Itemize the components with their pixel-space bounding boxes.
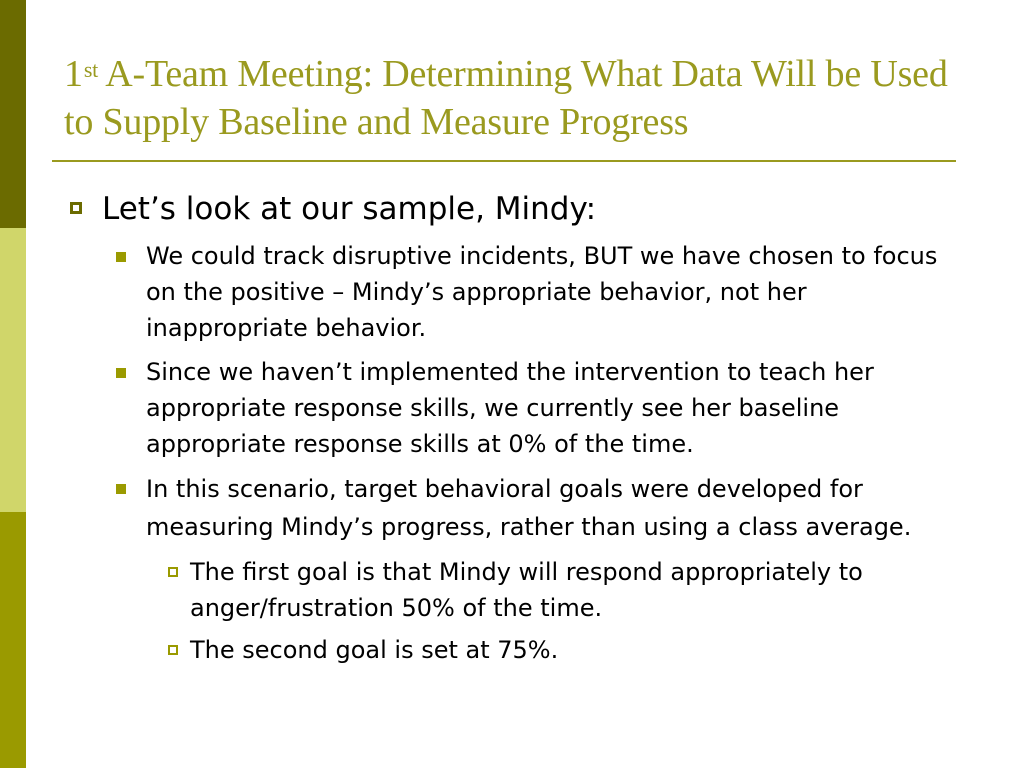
left-stripe-top <box>0 0 26 228</box>
square-bullet-icon <box>116 252 126 262</box>
square-bullet-icon <box>116 368 126 378</box>
goal-bullet-2-text: The second goal is set at 75%. <box>190 636 559 664</box>
bullet-main-text: Let’s look at our sample, Mindy: <box>102 191 597 227</box>
square-bullet-icon <box>116 484 126 494</box>
title-text: A-Team Meeting: Determining What Data Will be Used to Supply Baseline and Measure Progress <box>64 53 948 143</box>
sub-bullet-1 <box>146 238 958 346</box>
bullet-main <box>64 186 964 232</box>
left-stripe-bottom <box>0 512 26 768</box>
hollow-square-bullet-icon <box>168 645 178 655</box>
sub-bullet-2 <box>146 354 958 462</box>
title-ordinal-suffix: st <box>83 57 99 82</box>
hollow-square-bullet-icon <box>70 202 82 214</box>
goal-bullet-1-text: The first goal is that Mindy will respond appropriately to anger/frustration 50% of the time. <box>190 558 863 622</box>
left-stripe-middle <box>0 228 26 512</box>
slide-title <box>64 50 984 146</box>
sub-bullet-3 <box>146 470 958 546</box>
goal-bullet-2 <box>190 632 960 668</box>
sub-bullet-2-text: Since we haven’t implemented the intervention to teach her appropriate response skills, we currently see her baseline appropriate response skills at 0% of the time. <box>146 358 874 458</box>
sub-bullet-1-text: We could track disruptive incidents, BUT we have chosen to focus on the positive – Mindy’s appropriate behavior, not her inappropriate behavior. <box>146 242 938 342</box>
hollow-square-bullet-icon <box>168 567 178 577</box>
title-divider <box>52 160 956 162</box>
sub-bullet-3-text: In this scenario, target behavioral goals were developed for measuring Mindy’s progress, rather than using a class average. <box>146 475 912 541</box>
goal-bullet-1 <box>190 554 960 626</box>
slide-body <box>64 186 964 674</box>
title-number: 1 <box>64 53 83 95</box>
